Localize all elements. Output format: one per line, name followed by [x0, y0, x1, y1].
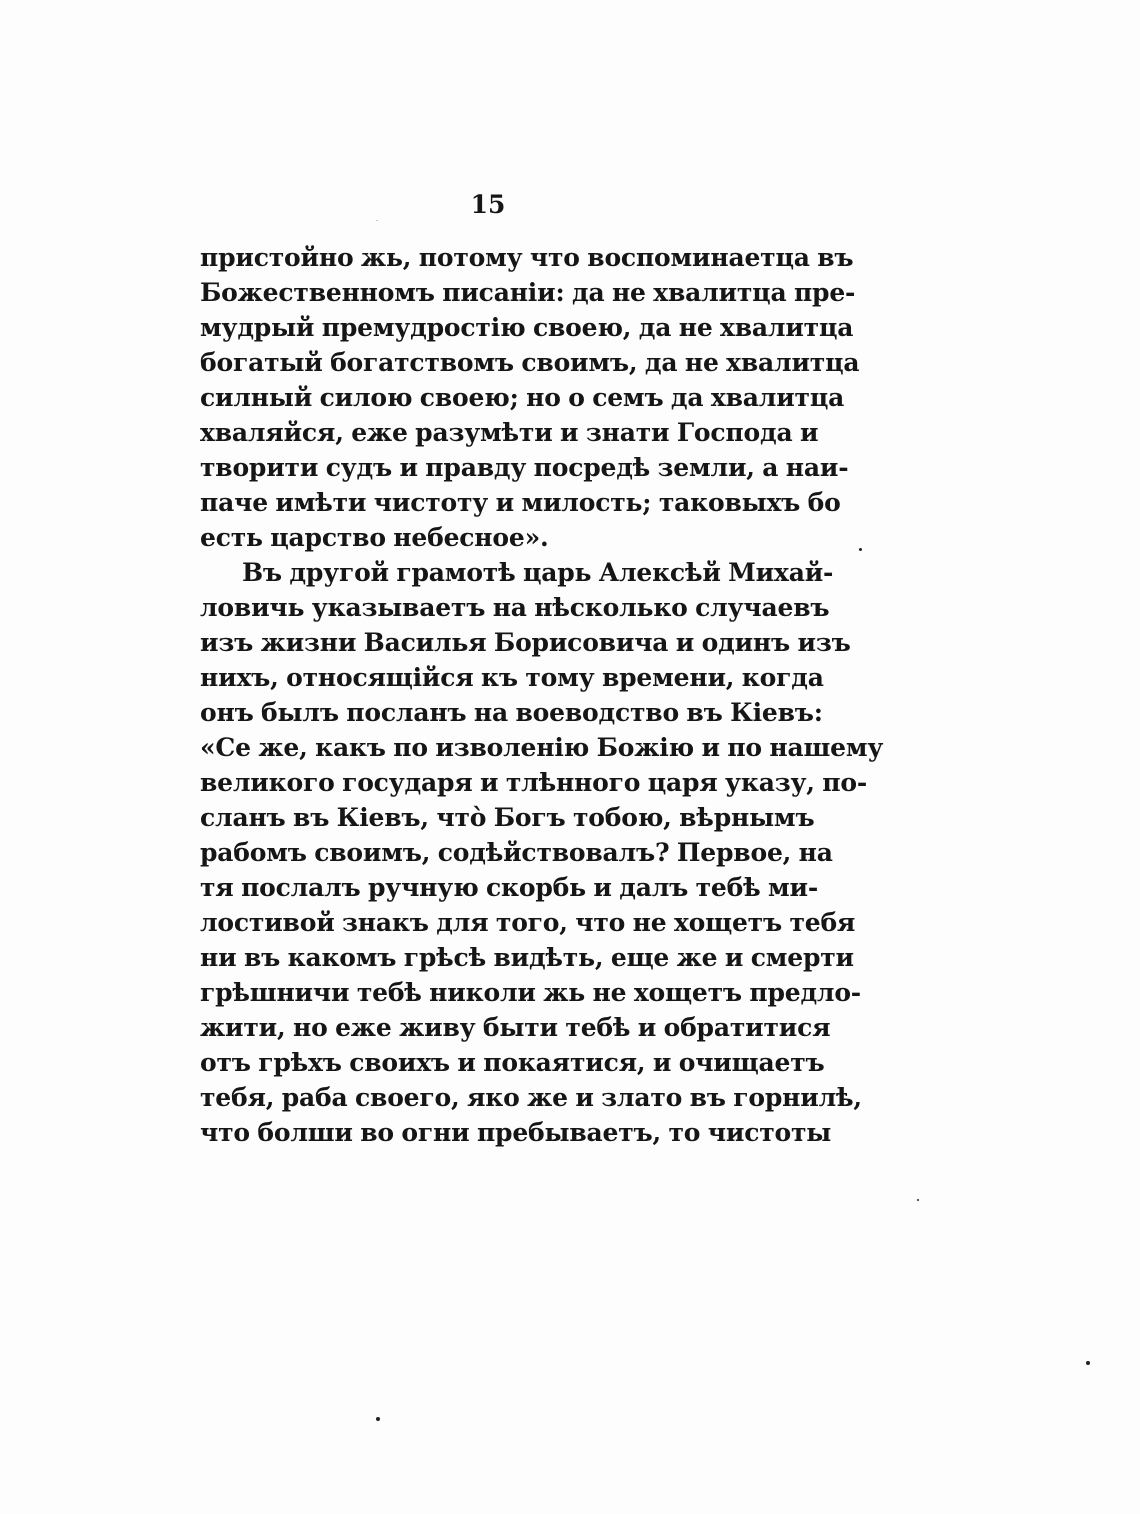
text-line: нихъ, относящiйся къ тому времени, когда — [200, 663, 824, 692]
page-number: 15 — [470, 190, 506, 219]
text-line: паче имѣти чистоту и милость; таковыхъ бо — [200, 488, 841, 517]
text-line: ни въ какомъ грѣсѣ видѣть, еще же и смерти — [200, 943, 854, 972]
text-line: отъ грѣхъ своихъ и покаятися, и очищаетъ — [200, 1048, 825, 1077]
text-line: сланъ въ Кiевъ, что̀ Богъ тобою, вѣрнымъ — [200, 803, 815, 832]
scan-speck — [376, 220, 378, 221]
text-line: онъ былъ посланъ на воеводство въ Кiевъ: — [200, 698, 823, 727]
body-text — [200, 240, 884, 1150]
text-line: ловичь указываетъ на нѣсколько случаевъ — [200, 593, 830, 622]
text-line: рабомъ своимъ, содѣйствовалъ? Первое, на — [200, 838, 833, 867]
text-line: мудрый премудростiю своею, да не хвалитца — [200, 313, 854, 342]
text-line: пристойно жь, потому что воспоминаетца въ — [200, 243, 854, 272]
text-line: тебя, раба своего, яко же и злато въ горнилѣ, — [200, 1083, 862, 1112]
scan-speck — [917, 1199, 919, 1201]
text-line: тя послалъ ручную скорбь и далъ тебѣ ми- — [200, 873, 818, 902]
text-line: что болши во огни пребываетъ, то чистоты — [200, 1118, 832, 1147]
text-line: изъ жизни Василья Борисовича и одинъ изъ — [200, 628, 851, 657]
text-line: творити судъ и правду посредѣ земли, а наи- — [200, 453, 849, 482]
scan-speck — [1086, 1361, 1090, 1365]
scan-speck — [376, 1417, 380, 1421]
text-line: богатый богатствомъ своимъ, да не хвалитца — [200, 348, 860, 377]
text-line: силный силою своею; но о семъ да хвалитца — [200, 383, 845, 412]
text-line: есть царство небесное». — [200, 523, 549, 552]
paragraph-1 — [200, 240, 860, 555]
text-line: «Се же, какъ по изволенiю Божiю и по нашему — [200, 733, 884, 762]
text-line: Въ другой грамотѣ царь Алексѣй Михай- — [242, 558, 834, 587]
text-line: Божественномъ писанiи: да не хвалитца пре- — [200, 278, 856, 307]
text-line: грѣшничи тебѣ николи жь не хощетъ предло- — [200, 978, 861, 1007]
text-line: великого государя и тлѣнного царя указу, по- — [200, 768, 868, 797]
text-line: хваляйся, еже разумѣти и знати Господа и — [200, 418, 819, 447]
text-line: лостивой знакъ для того, что не хощетъ тебя — [200, 908, 856, 937]
paragraph-2 — [200, 555, 884, 1150]
scan-speck — [859, 548, 862, 551]
text-line: жити, но еже живу быти тебѣ и обратитися — [200, 1013, 831, 1042]
